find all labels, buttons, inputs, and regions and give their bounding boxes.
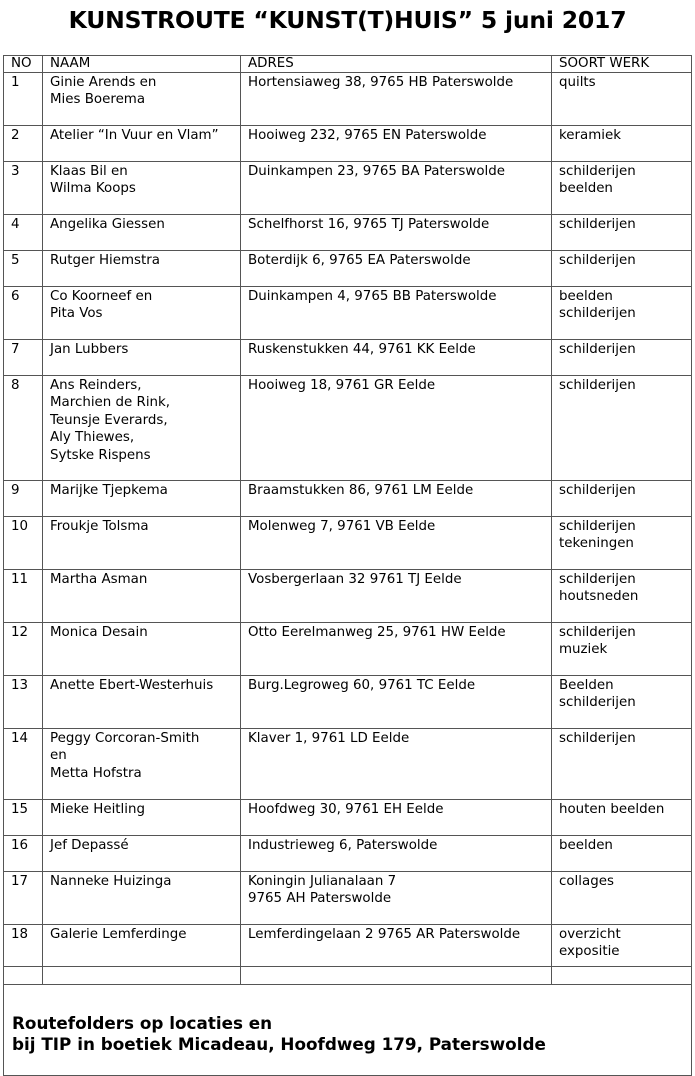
- cell-adres: [241, 251, 552, 287]
- cell-naam: [43, 570, 241, 623]
- cell-adres: [241, 481, 552, 517]
- table-row: [4, 676, 692, 729]
- cell-soort-werk-line: schilderijen: [559, 695, 636, 711]
- cell-soort-werk-line: Beelden: [559, 678, 614, 693]
- cell-adres-line: Klaver 1, 9761 LD Eelde: [248, 731, 410, 746]
- cell-naam-line: Jan Lubbers: [50, 342, 129, 357]
- cell-adres: [241, 73, 552, 126]
- table-row: [4, 340, 692, 376]
- cell-naam-line: Ans Reinders,: [50, 378, 142, 393]
- cell-naam: [43, 340, 241, 376]
- cell-naam-line: Monica Desain: [50, 625, 148, 640]
- cell-adres: [241, 517, 552, 570]
- cell-adres-line: Koningin Julianalaan 7: [248, 874, 397, 889]
- cell-naam-line: Jef Depassé: [50, 838, 129, 853]
- cell-naam: [43, 517, 241, 570]
- cell-soort-werk-line: tekeningen: [559, 536, 634, 552]
- cell-adres: [241, 872, 552, 925]
- footer-line: Routefolders op locaties en: [12, 1013, 273, 1033]
- cell-naam: [43, 481, 241, 517]
- cell-soort-werk: [552, 570, 692, 623]
- cell-no: 6: [4, 287, 43, 340]
- cell-naam: [43, 872, 241, 925]
- cell-naam-line: en: [50, 748, 67, 764]
- cell-naam: [43, 676, 241, 729]
- cell-adres: [241, 800, 552, 836]
- cell-adres: [241, 623, 552, 676]
- cell-soort-werk-line: beelden: [559, 838, 613, 853]
- cell-adres-line: Braamstukken 86, 9761 LM Eelde: [248, 483, 474, 498]
- cell-no: 11: [4, 570, 43, 623]
- table-row: [4, 517, 692, 570]
- cell-adres: [241, 570, 552, 623]
- cell-soort-werk-line: houten beelden: [559, 802, 665, 817]
- cell-naam: [43, 215, 241, 251]
- table-row: [4, 481, 692, 517]
- cell-adres: [241, 836, 552, 872]
- artist-route-table: [3, 55, 692, 1076]
- cell-adres-line: Molenweg 7, 9761 VB Eelde: [248, 519, 436, 534]
- cell-adres-line: Hooiweg 18, 9761 GR Eelde: [248, 378, 436, 393]
- table-row: [4, 836, 692, 872]
- cell-soort-werk: [552, 376, 692, 481]
- cell-naam-line: Martha Asman: [50, 572, 148, 587]
- cell-naam-line: Nanneke Huizinga: [50, 874, 172, 889]
- cell-adres-line: 9765 AH Paterswolde: [248, 891, 392, 907]
- cell-soort-werk-line: muziek: [559, 642, 608, 658]
- cell-no: 12: [4, 623, 43, 676]
- table-row: [4, 570, 692, 623]
- cell-soort-werk-line: schilderijen: [559, 342, 636, 357]
- cell-adres-line: Vosbergerlaan 32 9761 TJ Eelde: [248, 572, 462, 587]
- table-row: [4, 215, 692, 251]
- cell-adres-line: Schelfhorst 16, 9765 TJ Paterswolde: [248, 217, 490, 232]
- cell-no: 18: [4, 925, 43, 967]
- cell-naam: [43, 729, 241, 800]
- cell-soort-werk-line: collages: [559, 874, 614, 889]
- cell-soort-werk: [552, 623, 692, 676]
- cell-naam: [43, 73, 241, 126]
- cell-naam-line: Mieke Heitling: [50, 802, 145, 817]
- cell-no: 1: [4, 73, 43, 126]
- table-row: [4, 376, 692, 481]
- cell-naam-line: Sytske Rispens: [50, 447, 151, 463]
- cell-adres: [241, 287, 552, 340]
- cell-naam: [43, 251, 241, 287]
- cell-adres: [241, 676, 552, 729]
- header-no: NO: [4, 56, 43, 73]
- cell-soort-werk: [552, 126, 692, 162]
- cell-soort-werk: [552, 73, 692, 126]
- cell-naam-line: Marchien de Rink,: [50, 395, 171, 411]
- table-body: [4, 73, 692, 1076]
- table-row: [4, 623, 692, 676]
- cell-adres-line: Hoofdweg 30, 9761 EH Eelde: [248, 802, 444, 817]
- cell-soort-werk-line: schilderijen: [559, 253, 636, 268]
- cell-naam-line: Aly Thiewes,: [50, 430, 135, 446]
- cell-naam: [43, 162, 241, 215]
- cell-adres: [241, 215, 552, 251]
- header-naam: NAAM: [43, 56, 241, 73]
- empty-cell: [43, 967, 241, 985]
- header-adres: ADRES: [241, 56, 552, 73]
- cell-soort-werk: [552, 287, 692, 340]
- cell-soort-werk: [552, 800, 692, 836]
- cell-soort-werk-line: quilts: [559, 75, 596, 90]
- cell-naam: [43, 800, 241, 836]
- cell-soort-werk: [552, 481, 692, 517]
- page-title: KUNSTROUTE “KUNST(T)HUIS” 5 juni 2017: [68, 6, 627, 34]
- table-row: [4, 126, 692, 162]
- cell-soort-werk: [552, 251, 692, 287]
- table-row: [4, 872, 692, 925]
- cell-soort-werk: [552, 162, 692, 215]
- table-row: [4, 162, 692, 215]
- cell-adres-line: Duinkampen 23, 9765 BA Paterswolde: [248, 164, 505, 179]
- table-row: [4, 73, 692, 126]
- cell-no: 16: [4, 836, 43, 872]
- cell-naam-line: Rutger Hiemstra: [50, 253, 160, 268]
- cell-adres-line: Boterdijk 6, 9765 EA Paterswolde: [248, 253, 471, 268]
- cell-no: 8: [4, 376, 43, 481]
- cell-naam-line: Peggy Corcoran-Smith: [50, 731, 200, 746]
- cell-soort-werk-line: schilderijen: [559, 217, 636, 232]
- cell-naam-line: Wilma Koops: [50, 181, 136, 197]
- cell-no: 5: [4, 251, 43, 287]
- cell-soort-werk-line: schilderijen: [559, 625, 636, 640]
- cell-no: 2: [4, 126, 43, 162]
- cell-soort-werk: [552, 340, 692, 376]
- cell-soort-werk: [552, 517, 692, 570]
- table-row: [4, 287, 692, 340]
- cell-naam-line: Anette Ebert-Westerhuis: [50, 678, 214, 693]
- cell-adres: [241, 340, 552, 376]
- cell-adres: [241, 376, 552, 481]
- footer-line: bij TIP in boetiek Micadeau, Hoofdweg 179, Paterswolde: [12, 1034, 546, 1054]
- cell-soort-werk-line: schilderijen: [559, 378, 636, 393]
- cell-naam: [43, 126, 241, 162]
- cell-soort-werk-line: schilderijen: [559, 572, 636, 587]
- footer-cell: [4, 985, 692, 1076]
- cell-soort-werk-line: schilderijen: [559, 483, 636, 498]
- table-header-row: [4, 56, 692, 73]
- table-row: [4, 800, 692, 836]
- cell-soort-werk-line: schilderijen: [559, 306, 636, 322]
- cell-adres: [241, 729, 552, 800]
- cell-no: 9: [4, 481, 43, 517]
- cell-soort-werk-line: houtsneden: [559, 589, 639, 605]
- cell-no: 17: [4, 872, 43, 925]
- empty-cell: [241, 967, 552, 985]
- cell-soort-werk-line: beelden: [559, 181, 613, 197]
- cell-soort-werk-line: overzicht: [559, 927, 621, 942]
- cell-naam: [43, 836, 241, 872]
- cell-adres-line: Hooiweg 232, 9765 EN Paterswolde: [248, 128, 487, 143]
- cell-naam: [43, 287, 241, 340]
- cell-naam-line: Metta Hofstra: [50, 765, 142, 781]
- cell-soort-werk-line: schilderijen: [559, 731, 636, 746]
- cell-naam-line: Pita Vos: [50, 306, 103, 322]
- cell-naam-line: Froukje Tolsma: [50, 519, 149, 534]
- cell-adres-line: Duinkampen 4, 9765 BB Paterswolde: [248, 289, 497, 304]
- table-row: [4, 925, 692, 967]
- cell-soort-werk-line: schilderijen: [559, 164, 636, 179]
- cell-soort-werk-line: beelden: [559, 289, 613, 304]
- empty-cell: [4, 967, 43, 985]
- table-row: [4, 251, 692, 287]
- cell-soort-werk: [552, 215, 692, 251]
- cell-adres-line: Ruskenstukken 44, 9761 KK Eelde: [248, 342, 476, 357]
- cell-soort-werk: [552, 872, 692, 925]
- cell-naam-line: Angelika Giessen: [50, 217, 165, 232]
- cell-naam-line: Marijke Tjepkema: [50, 483, 168, 498]
- cell-no: 15: [4, 800, 43, 836]
- cell-soort-werk-line: keramiek: [559, 128, 621, 143]
- cell-naam-line: Galerie Lemferdinge: [50, 927, 187, 942]
- cell-adres-line: Otto Eerelmanweg 25, 9761 HW Eelde: [248, 625, 506, 640]
- cell-adres-line: Burg.Legroweg 60, 9761 TC Eelde: [248, 678, 476, 693]
- cell-soort-werk: [552, 676, 692, 729]
- footer-row: [4, 985, 692, 1076]
- cell-no: 7: [4, 340, 43, 376]
- cell-soort-werk: [552, 729, 692, 800]
- cell-no: 3: [4, 162, 43, 215]
- cell-naam-line: Ginie Arends en: [50, 75, 157, 90]
- cell-naam-line: Klaas Bil en: [50, 164, 128, 179]
- cell-no: 4: [4, 215, 43, 251]
- cell-naam-line: Teunsje Everards,: [50, 412, 168, 428]
- empty-row: [4, 967, 692, 985]
- header-soort-werk: SOORT WERK: [552, 56, 692, 73]
- cell-no: 10: [4, 517, 43, 570]
- cell-adres-line: Lemferdingelaan 2 9765 AR Paterswolde: [248, 927, 521, 942]
- cell-soort-werk: [552, 836, 692, 872]
- table-row: [4, 729, 692, 800]
- cell-naam: [43, 925, 241, 967]
- cell-no: 13: [4, 676, 43, 729]
- cell-naam-line: Co Koorneef en: [50, 289, 153, 304]
- cell-naam: [43, 376, 241, 481]
- cell-adres-line: Industrieweg 6, Paterswolde: [248, 838, 438, 853]
- cell-soort-werk-line: schilderijen: [559, 519, 636, 534]
- empty-cell: [552, 967, 692, 985]
- cell-soort-werk: [552, 925, 692, 967]
- cell-adres: [241, 162, 552, 215]
- cell-no: 14: [4, 729, 43, 800]
- cell-adres-line: Hortensiaweg 38, 9765 HB Paterswolde: [248, 75, 514, 90]
- cell-naam-line: Mies Boerema: [50, 92, 146, 108]
- cell-naam-line: Atelier “In Vuur en Vlam”: [50, 128, 219, 143]
- cell-adres: [241, 925, 552, 967]
- cell-naam: [43, 623, 241, 676]
- cell-adres: [241, 126, 552, 162]
- cell-soort-werk-line: expositie: [559, 944, 620, 960]
